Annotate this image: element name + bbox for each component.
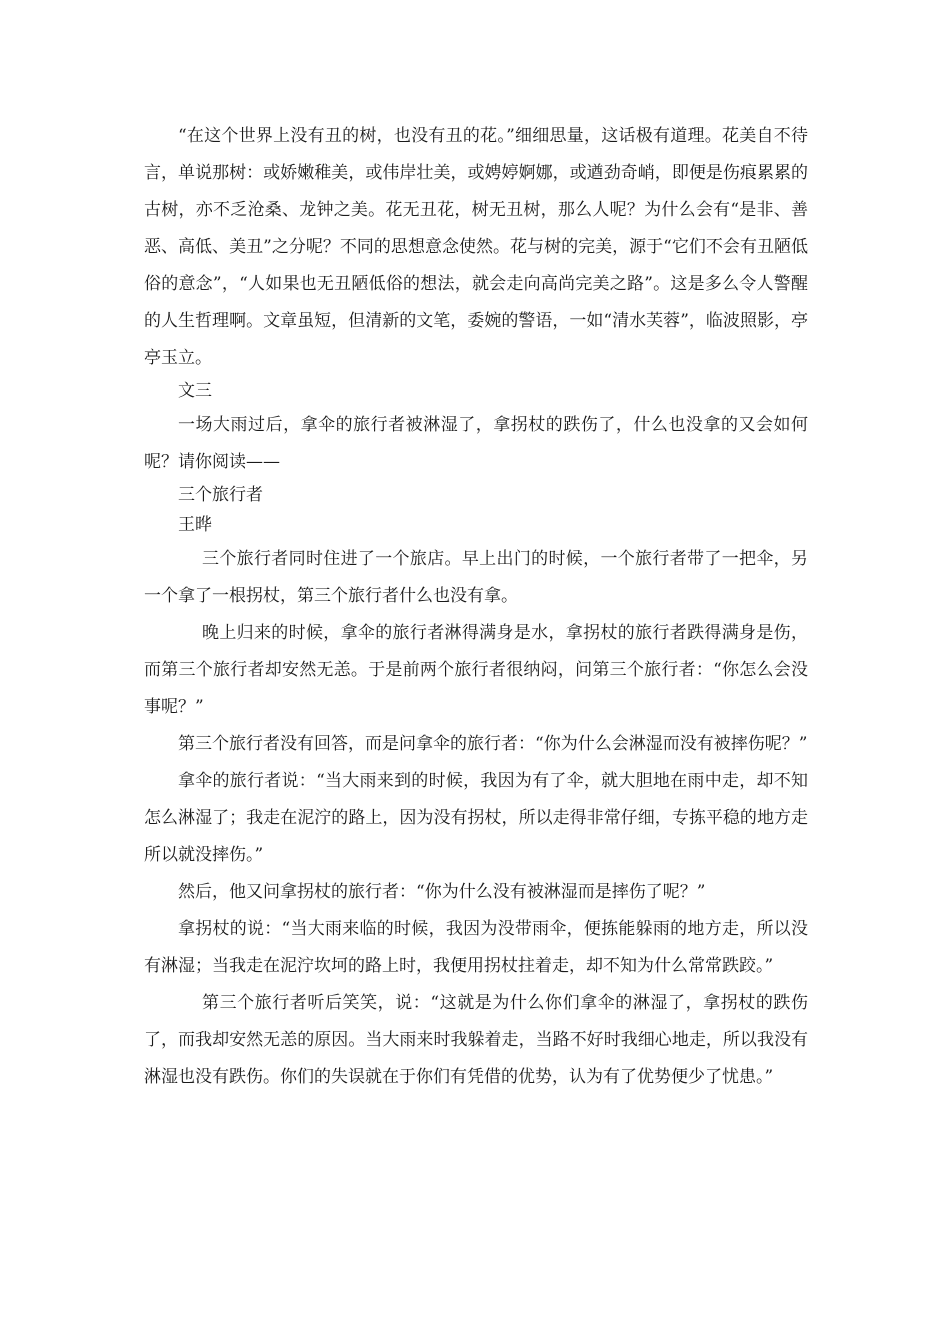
story-paragraph: 晚上归来的时候，拿伞的旅行者淋得满身是水，拿拐杖的旅行者跌得满身是伤，而第三个旅行者却安然无恙。于是前两个旅行者很纳闷，问第三个旅行者：“你怎么会没事呢？” [144, 623, 808, 717]
reading-prompt-paragraph: 一场大雨过后，拿伞的旅行者被淋湿了，拿拐杖的跌伤了，什么也没拿的又会如何呢？请你阅读—— [144, 415, 808, 472]
section-heading-wen-san: 文三 [178, 381, 212, 401]
story-author: 王晔 [178, 515, 212, 535]
story-paragraph: 第三个旅行者听后笑笑，说：“这就是为什么你们拿伞的淋湿了，拿拐杖的跌伤了，而我却安然无恙的原因。当大雨来时我躲着走，当路不好时我细心地走，所以我没有淋湿也没有跌伤。你们的失误就在于你们有凭借的优势，认为有了优势便少了忧患。” [144, 993, 808, 1087]
document-body [144, 118, 808, 1096]
story-paragraph: 拿伞的旅行者说：“当大雨来到的时候，我因为有了伞，就大胆地在雨中走，却不知怎么淋湿了；我走在泥泞的路上，因为没有拐杖，所以走得非常仔细，专拣平稳的地方走所以就没摔伤。” [144, 771, 808, 865]
story-paragraph: 拿拐杖的说：“当大雨来临的时候，我因为没带雨伞，便拣能躲雨的地方走，所以没有淋湿；当我走在泥泞坎坷的路上时，我便用拐杖拄着走，却不知为什么常常跌跤。” [144, 919, 808, 976]
commentary-paragraph: “在这个世界上没有丑的树，也没有丑的花。”细细思量，这话极有道理。花美自不待言，单说那树：或娇嫩稚美，或伟岸壮美，或娉婷婀娜，或遒劲奇峭，即便是伤痕累累的古树，亦不乏沧桑、龙钟之美。花无丑花，树无丑树，那么人呢？为什么会有“是非、善恶、高低、美丑”之分呢？不同的思想意念使然。花与树的完美，源于“它们不会有丑陋低俗的意念”，“人如果也无丑陋低俗的想法，就会走向高尚完美之路”。这是多么令人警醒的人生哲理啊。文章虽短，但清新的文笔，委婉的警语，一如“清水芙蓉”，临波照影，亭亭玉立。 [144, 126, 808, 368]
story-paragraph: 三个旅行者同时住进了一个旅店。早上出门的时候，一个旅行者带了一把伞，另一个拿了一根拐杖，第三个旅行者什么也没有拿。 [144, 549, 808, 606]
story-title: 三个旅行者 [178, 485, 263, 505]
story-paragraph: 第三个旅行者没有回答，而是问拿伞的旅行者：“你为什么会淋湿而没有被摔伤呢？” [178, 734, 808, 754]
story-paragraph: 然后，他又问拿拐杖的旅行者：“你为什么没有被淋湿而是摔伤了呢？” [178, 882, 706, 902]
